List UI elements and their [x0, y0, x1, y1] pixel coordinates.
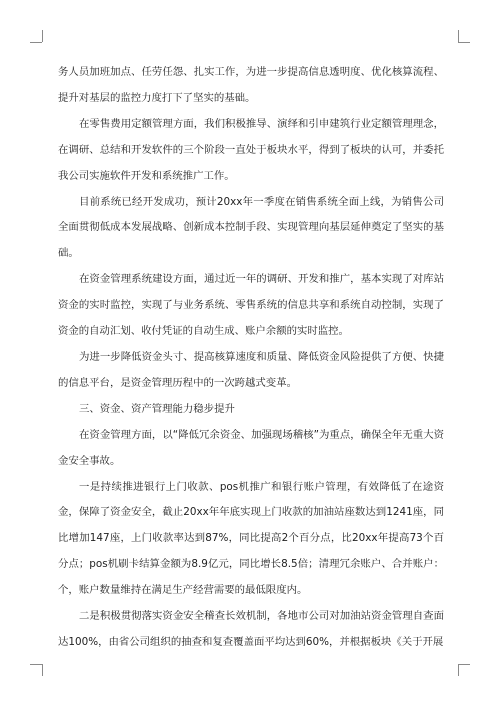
crop-mark-top-right-v — [458, 30, 459, 42]
crop-mark-bottom-right-v — [458, 664, 459, 676]
paragraph-6: 在资金管理方面，以“降低冗余资金、加强现场稽核”为重点，确保全年无重大资金安全事故。 — [58, 428, 444, 467]
document-body — [58, 60, 444, 656]
paragraph-5: 为进一步降低资金头寸、提高核算速度和质量、降低资金风险提供了方便、快捷的信息平台，是资金管理历程中的一次跨越式变革。 — [58, 350, 444, 389]
paragraph-2: 在零售费用定额管理方面，我们积极推导、演绎和引申建筑行业定额管理理念，在调研、总结和开发软件的三个阶段一直处于板块水平，得到了板块的认可，并委托我公司实施软件开发和系统推广工作。 — [58, 117, 444, 182]
crop-mark-top-right-h — [458, 42, 470, 43]
paragraph-3: 目前系统已经开发成功，预计20xx年一季度在销售系统全面上线，为销售公司全面贯彻低成本发展战略、创新成本控制手段、实现管理向基层延伸奠定了坚实的基础。 — [58, 195, 444, 260]
paragraph-8: 二是积极贯彻落实资金安全稽查长效机制，各地市公司对加油站资金管理自查面达100%，由省公司组织的抽查和复查覆盖面平均达到60%，并根据板块《关于开展 — [58, 610, 444, 648]
crop-mark-bottom-left-v — [42, 664, 43, 676]
crop-mark-top-left-v — [42, 30, 43, 42]
paragraph-7: 一是持续推进银行上门收款、pos机推广和银行账户管理，有效降低了在途资金，保障了资金安全，截止20xx年年底实现上门收款的加油站座数达到1241座，同比增加147座，上门收款率达到87%，同比提高2个百分点，比20xx年提高73个百分点；pos机刷卡结算金额为8.9亿元，同比增长8.5倍；清理冗余账户、合并账户：个，账户数量维持在满足生产经营需要的最低限度内。 — [58, 480, 444, 597]
paragraph-1: 务人员加班加点、任劳任怨、扎实工作，为进一步提高信息透明度、优化核算流程、提升对基层的监控力度打下了坚实的基础。 — [58, 66, 444, 104]
section-heading: 三、资金、资产管理能力稳步提升 — [79, 402, 235, 415]
crop-mark-bottom-right-h — [458, 664, 470, 665]
paragraph-4: 在资金管理系统建设方面，通过近一年的调研、开发和推广，基本实现了对库站资金的实时监控，实现了与业务系统、零售系统的信息共享和系统自动控制，实现了资金的自动汇划、收付凭证的自动生成、账户余额的实时监控。 — [58, 273, 444, 338]
crop-mark-bottom-left-h — [30, 664, 42, 665]
crop-mark-top-left-h — [30, 42, 42, 43]
